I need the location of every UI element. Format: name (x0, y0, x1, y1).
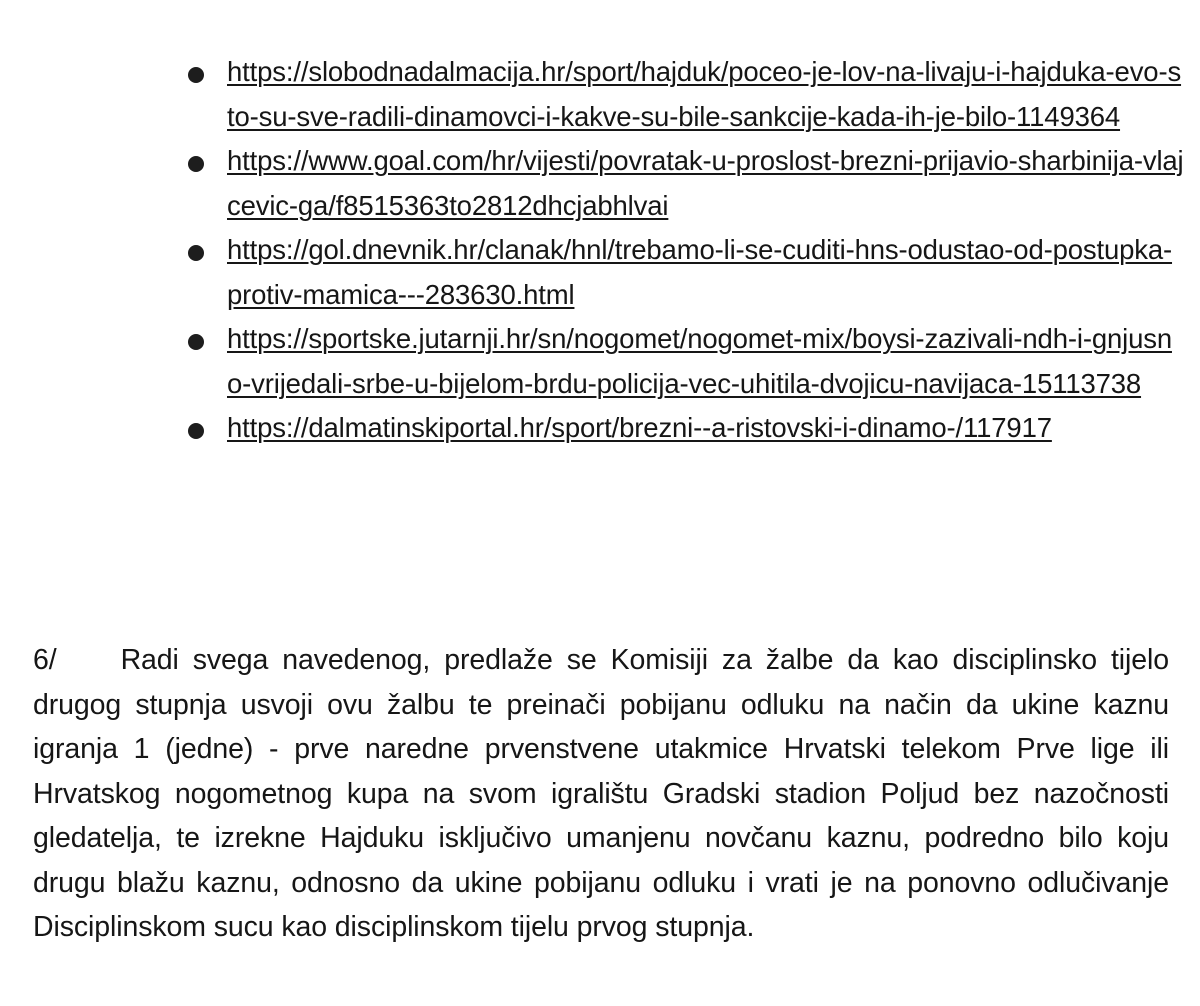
bullet-dot-icon (188, 245, 204, 261)
reference-link-list (186, 50, 1186, 451)
paragraph-6 (33, 638, 1169, 950)
list-item (186, 317, 1186, 406)
reference-link[interactable]: https://slobodnadalmacija.hr/sport/hajduk/poceo-je-lov-na-livaju-i-hajduka-evo-sto-su-sve-radili-dinamovci-i-kakve-su-bile-sankcije-kada-ih-je-bilo-1149364 (227, 56, 1182, 132)
list-item (186, 139, 1186, 228)
list-item (186, 228, 1186, 317)
bullet-dot-icon (188, 156, 204, 172)
list-item (186, 406, 1186, 451)
list-item (186, 50, 1186, 139)
bullet-dot-icon (188, 423, 204, 439)
reference-link[interactable]: https://sportske.jutarnji.hr/sn/nogomet/nogomet-mix/boysi-zazivali-ndh-i-gnjusno-vrijedali-srbe-u-bijelom-brdu-policija-vec-uhitila-dvojicu-navijaca-15113738 (227, 323, 1172, 399)
reference-link[interactable]: https://www.goal.com/hr/vijesti/povratak-u-proslost-brezni-prijavio-sharbinija-vlajcevic-ga/f8515363to2812dhcjabhlvai (227, 145, 1184, 221)
reference-link[interactable]: https://dalmatinskiportal.hr/sport/brezni--a-ristovski-i-dinamo-/117917 (227, 412, 1052, 443)
bullet-dot-icon (188, 334, 204, 350)
paragraph-number: 6/ (33, 644, 57, 676)
paragraph-text: Radi svega navedenog, predlaže se Komisiji za žalbe da kao disciplinsko tijelo drugog stupnja usvoji ovu žalbu te preinači pobijanu odluku na način da ukine kaznu igranja 1 (jedne) - prve naredne prvenstvene utakmice Hrvatski telekom Prve lige ili Hrvatskog nogometnog kupa na svom igralištu Gradski stadion Poljud bez nazočnosti gledatelja, te izrekne Hajduku isključivo umanjenu novčanu kaznu, podredno bilo koju drugu blažu kaznu, odnosno da ukine pobijanu odluku i vrati je na ponovno odlučivanje Disciplinskom sucu kao disciplinskom tijelu prvog stupnja. (33, 644, 1169, 943)
reference-link[interactable]: https://gol.dnevnik.hr/clanak/hnl/trebamo-li-se-cuditi-hns-odustao-od-postupka-protiv-mamica---283630.html (227, 234, 1173, 310)
bullet-dot-icon (188, 67, 204, 83)
